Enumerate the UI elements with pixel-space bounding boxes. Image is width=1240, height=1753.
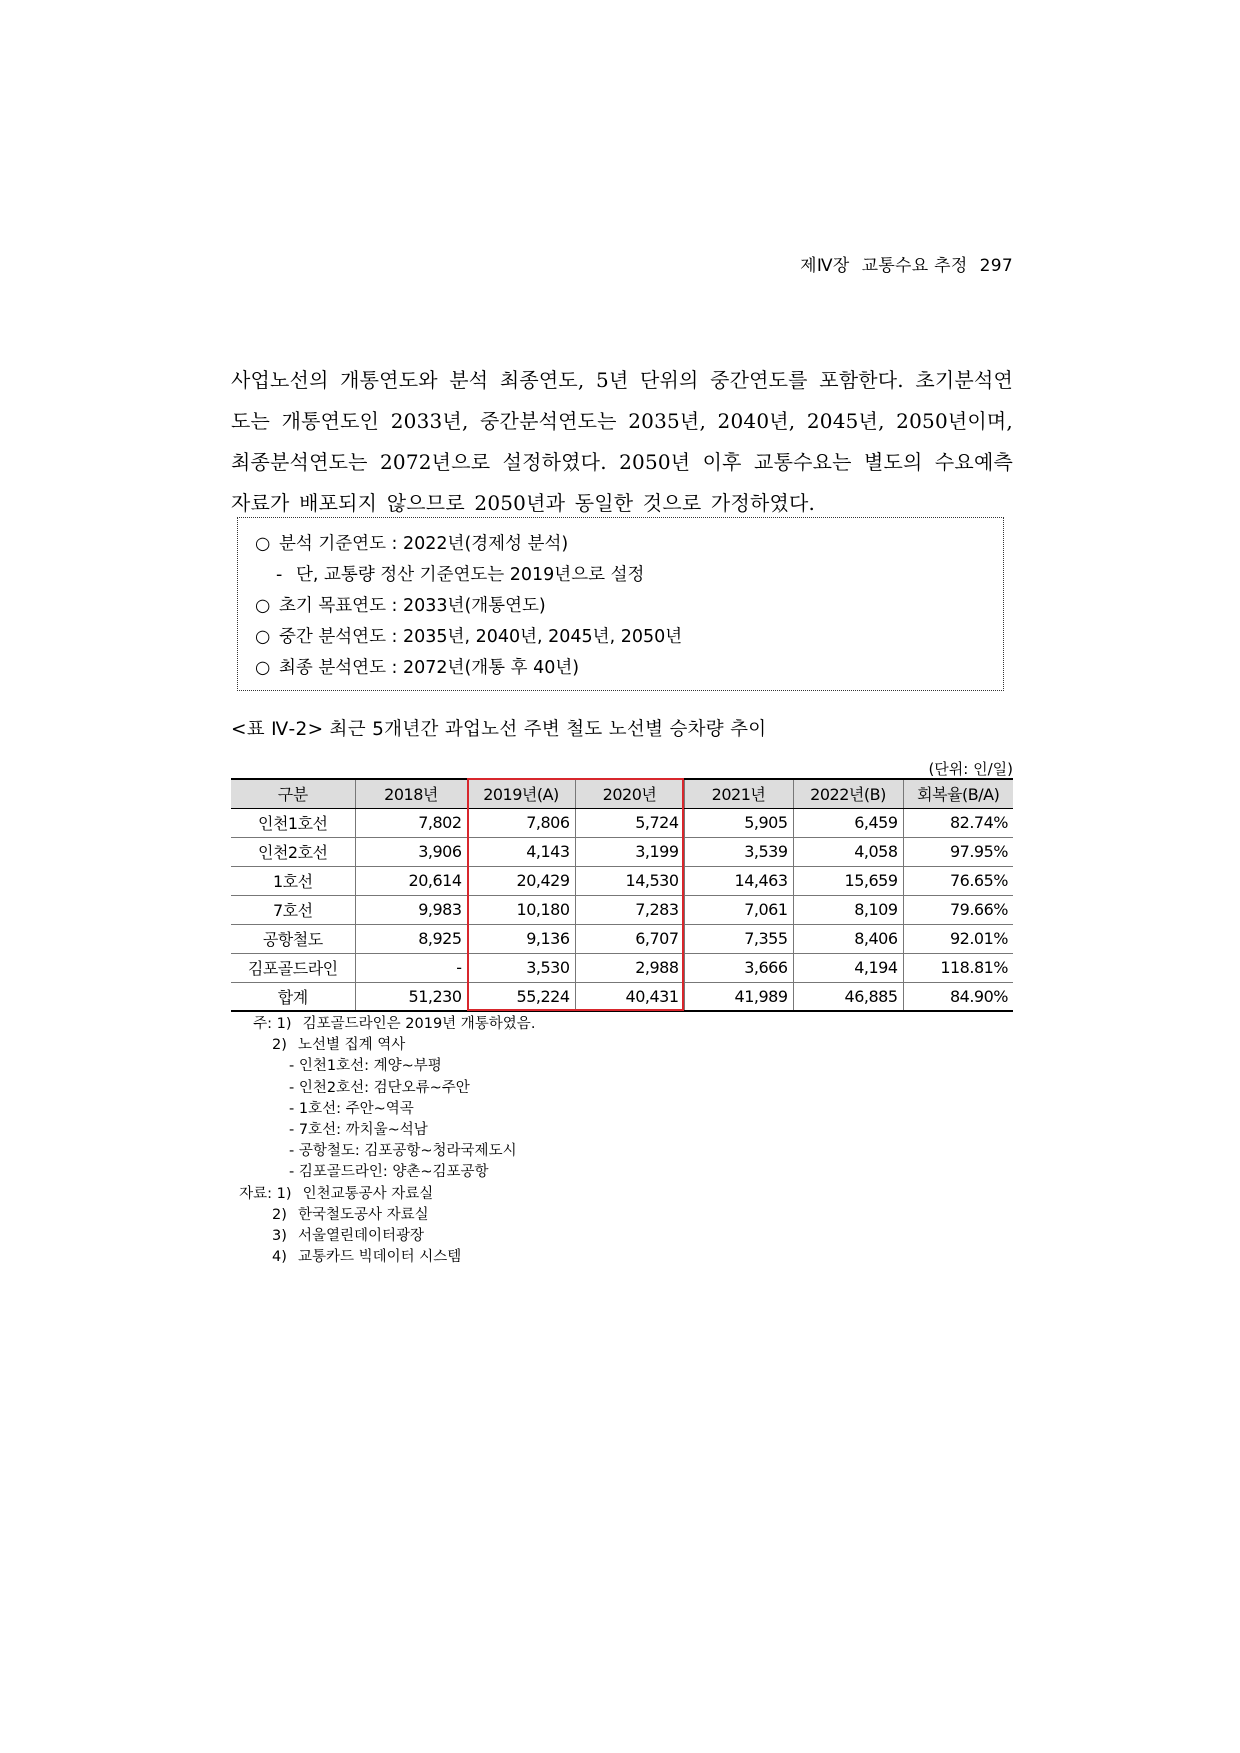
table-row: [231, 953, 1013, 982]
ridership-table: [231, 778, 1013, 1012]
source-number: 2): [272, 1206, 287, 1223]
table-cell: -: [355, 953, 467, 982]
table-cell: 9,136: [467, 924, 575, 953]
bullet: ○: [255, 596, 271, 616]
table-cell: 6,707: [575, 924, 684, 953]
table-unit-label: (단위: 인/일): [928, 760, 1013, 778]
summary-sub-item: [238, 560, 1003, 591]
column-header: 2022년(B): [793, 779, 903, 808]
table-cell: 4,194: [793, 953, 903, 982]
table-cell: 3,906: [355, 837, 467, 866]
route-detail: - 김포골드라인: 양촌~김포공항: [289, 1164, 489, 1181]
source-text: 인천교통공사 자료실: [302, 1185, 434, 1202]
table-row: [231, 924, 1013, 953]
summary-item-text: 초기 목표연도 : 2033년(개통연도): [279, 596, 546, 616]
route-detail: - 인천2호선: 검단오류~주안: [289, 1079, 470, 1096]
summary-item-text: 단, 교통량 정산 기준연도는 2019년으로 설정: [296, 565, 645, 585]
route-detail: - 인천1호선: 계양~부평: [289, 1058, 442, 1075]
note-text: 노선별 집계 역사: [298, 1037, 406, 1054]
row-label: 인천1호선: [231, 808, 355, 837]
table-cell: 3,539: [684, 837, 793, 866]
source-line: [231, 1226, 1013, 1247]
body-paragraph: 사업노선의 개통연도와 분석 최종연도, 5년 단위의 중간연도를 포함한다. 초기분석연도는 개통연도인 2033년, 중간분석연도는 2035년, 2040년, 2045년, 2050년이며, 최종분석연도는 2072년으로 설정하였다. 2050년 이후 교통수요는 별도의 수요예측 자료가 배포되지 않으므로 2050년과 동일한 것으로 가정하였다.: [231, 368, 1013, 515]
source-number: 4): [272, 1249, 287, 1266]
table-cell: 7,355: [684, 924, 793, 953]
table-total-row: [231, 982, 1013, 1011]
table-cell: 8,925: [355, 924, 467, 953]
source-number: 3): [272, 1227, 287, 1244]
source-text: 한국철도공사 자료실: [298, 1206, 429, 1223]
table-caption: <표 Ⅳ-2> 최근 5개년간 과업노선 주변 철도 노선별 승차량 추이: [231, 719, 767, 740]
row-label: 공항철도: [231, 924, 355, 953]
table-cell: 79.66%: [903, 895, 1013, 924]
route-detail: - 공항철도: 김포공항~청라국제도시: [289, 1143, 517, 1160]
dash-bullet: -: [276, 565, 283, 585]
table-cell: 46,885: [793, 982, 903, 1011]
page-number: 297: [979, 256, 1013, 276]
table-cell: 8,406: [793, 924, 903, 953]
row-label: 김포골드라인: [231, 953, 355, 982]
column-header: 2019년(A): [467, 779, 575, 808]
source-label: 자료:: [239, 1185, 272, 1202]
source-text: 서울열린데이터광장: [298, 1227, 425, 1244]
table-cell: 3,530: [467, 953, 575, 982]
summary-item: [238, 653, 1003, 684]
chapter-title: 교통수요 추정: [861, 256, 968, 276]
table-cell: 51,230: [355, 982, 467, 1011]
column-header: 구분: [231, 779, 355, 808]
table-cell: 7,806: [467, 808, 575, 837]
column-header: 2018년: [355, 779, 467, 808]
table-row: [231, 837, 1013, 866]
note-text: 김포골드라인은 2019년 개통하였음.: [302, 1016, 536, 1032]
table-cell: 92.01%: [903, 924, 1013, 953]
table-cell: 55,224: [467, 982, 575, 1011]
table-cell: 118.81%: [903, 953, 1013, 982]
source-line: [231, 1205, 1013, 1226]
row-label: 7호선: [231, 895, 355, 924]
table-cell: 5,724: [575, 808, 684, 837]
table-cell: 14,463: [684, 866, 793, 895]
column-header: 2020년: [575, 779, 684, 808]
bullet: ○: [255, 534, 271, 554]
table-row: [231, 895, 1013, 924]
table-cell: 84.90%: [903, 982, 1013, 1011]
route-detail: - 1호선: 주안~역곡: [289, 1100, 414, 1117]
note-line: [231, 1035, 1013, 1056]
note-label: 주:: [253, 1016, 272, 1032]
table-row: [231, 808, 1013, 837]
table-cell: 4,143: [467, 837, 575, 866]
table-cell: 40,431: [575, 982, 684, 1011]
row-label: 인천2호선: [231, 837, 355, 866]
table-cell: 7,802: [355, 808, 467, 837]
table-row: [231, 866, 1013, 895]
summary-item: [238, 529, 1003, 560]
table-cell: 3,666: [684, 953, 793, 982]
table-cell: 82.74%: [903, 808, 1013, 837]
summary-item: [238, 591, 1003, 622]
table-cell: 7,283: [575, 895, 684, 924]
row-label: 1호선: [231, 866, 355, 895]
source-number: 1): [276, 1185, 292, 1202]
table-cell: 7,061: [684, 895, 793, 924]
bullet: ○: [255, 658, 271, 678]
table-cell: 9,983: [355, 895, 467, 924]
row-label: 합계: [231, 982, 355, 1011]
source-line: [231, 1184, 1013, 1205]
route-detail: - 7호선: 까치울~석남: [289, 1121, 428, 1138]
table-cell: 14,530: [575, 866, 684, 895]
table-cell: 4,058: [793, 837, 903, 866]
analysis-year-summary-box: [237, 517, 1004, 691]
summary-item: [238, 622, 1003, 653]
note-number: 2): [272, 1037, 287, 1054]
table-cell: 2,988: [575, 953, 684, 982]
table-cell: 15,659: [793, 866, 903, 895]
note-number: 1): [276, 1016, 292, 1032]
summary-item-text: 분석 기준연도 : 2022년(경제성 분석): [279, 534, 569, 554]
table-cell: 20,614: [355, 866, 467, 895]
source-line: [231, 1247, 1013, 1268]
summary-item-text: 중간 분석연도 : 2035년, 2040년, 2045년, 2050년: [279, 627, 683, 647]
table-cell: 20,429: [467, 866, 575, 895]
table-cell: 76.65%: [903, 866, 1013, 895]
table-cell: 41,989: [684, 982, 793, 1011]
summary-item-text: 최종 분석연도 : 2072년(개통 후 40년): [279, 658, 580, 678]
note-line: [231, 1014, 1013, 1035]
table-cell: 5,905: [684, 808, 793, 837]
table-notes: [231, 1014, 1013, 1268]
column-header: 2021년: [684, 779, 793, 808]
table-cell: 97.95%: [903, 837, 1013, 866]
source-text: 교통카드 빅데이터 시스템: [298, 1249, 462, 1266]
running-header: [231, 251, 1013, 277]
column-header: 회복율(B/A): [903, 779, 1013, 808]
chapter-number: 제Ⅳ장: [800, 256, 850, 276]
table-header-row: [231, 779, 1013, 808]
table-cell: 10,180: [467, 895, 575, 924]
table-cell: 6,459: [793, 808, 903, 837]
table-cell: 3,199: [575, 837, 684, 866]
table-cell: 8,109: [793, 895, 903, 924]
bullet: ○: [255, 627, 271, 647]
